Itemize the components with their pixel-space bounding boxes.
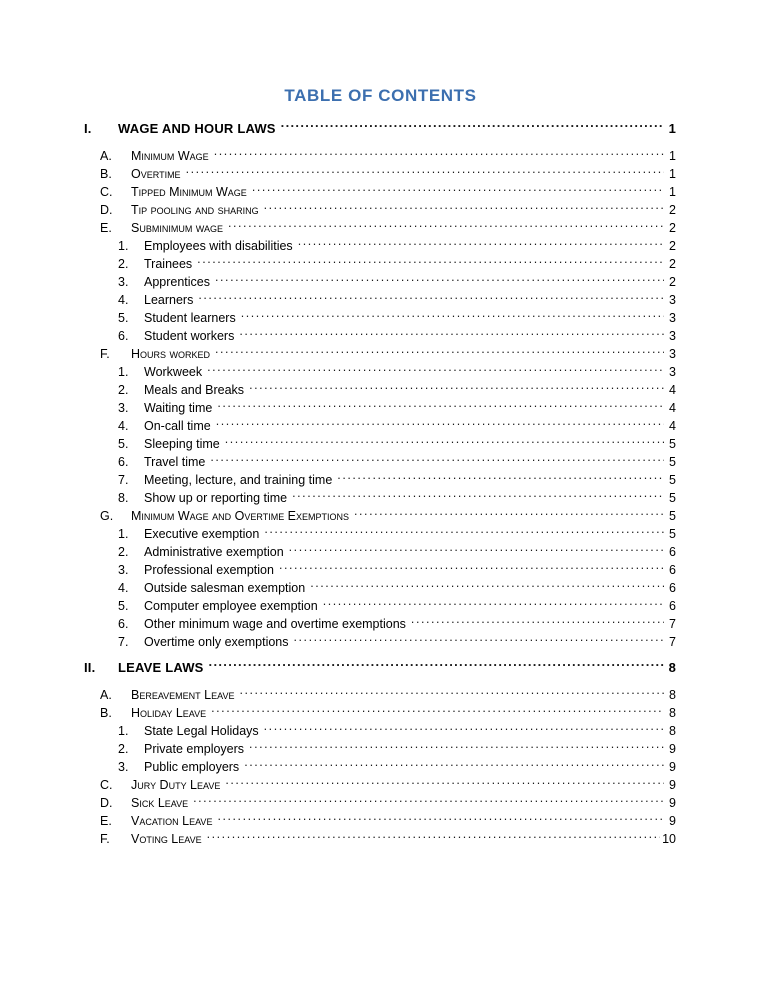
toc-entry-level-3[interactable] [118,291,676,309]
toc-entry-number: 1. [118,239,129,253]
toc-entry-number: B. [100,706,112,720]
toc-dot-leader [264,526,664,539]
toc-entry-level-2[interactable] [100,165,676,183]
toc-entry-number: F. [100,832,110,846]
toc-entry-label: Student learners [144,311,236,325]
toc-dot-leader [207,831,660,844]
toc-entry-level-2[interactable] [100,794,676,812]
toc-entry-page-number: 5 [669,491,676,505]
toc-dot-leader [216,418,664,431]
toc-entry-level-3[interactable] [118,417,676,435]
toc-entry-label: Learners [144,293,194,307]
toc-entry-level-2[interactable] [100,812,676,830]
toc-entry-label: WAGE AND HOUR LAWS [118,121,276,136]
toc-dot-leader [193,795,664,808]
toc-entry-level-3[interactable] [118,489,676,507]
toc-entry-level-3[interactable] [118,561,676,579]
toc-entry-number: A. [100,149,112,163]
toc-entry-number: 2. [118,545,129,559]
toc-entry-number: 7. [118,473,129,487]
toc-dot-leader [217,813,664,826]
toc-entry-number: 4. [118,293,129,307]
toc-entry-level-3[interactable] [118,471,676,489]
toc-entry-label: Hours worked [131,347,211,361]
toc-entry-page-number: 9 [669,796,676,810]
toc-entry-number: A. [100,688,112,702]
toc-entry-number: I. [84,121,92,136]
toc-entry-label: Other minimum wage and overtime exemptions [144,617,406,631]
toc-dot-leader [337,472,664,485]
toc-entry-number: E. [100,814,112,828]
toc-dot-leader [264,202,664,215]
toc-entry-label: Meals and Breaks [144,383,245,397]
toc-entry-number: II. [84,660,96,675]
toc-entry-page-number: 8 [669,706,676,720]
toc-entry-level-3[interactable] [118,579,676,597]
toc-dot-leader [289,544,664,557]
toc-entry-number: 6. [118,455,129,469]
toc-dot-leader [239,328,664,341]
toc-entry-level-3[interactable] [118,543,676,561]
toc-entry-number: D. [100,203,113,217]
toc-entry-number: 1. [118,527,129,541]
toc-dot-leader [292,490,664,503]
toc-entry-page-number: 7 [669,617,676,631]
toc-entry-level-3[interactable] [118,615,676,633]
toc-entry-level-2[interactable] [100,776,676,794]
toc-entry-number: 3. [118,275,129,289]
toc-entry-number: 2. [118,742,129,756]
toc-entry-page-number: 1 [669,167,676,181]
toc-entry-number: 4. [118,581,129,595]
toc-entry-level-3[interactable] [118,309,676,327]
toc-dot-leader [411,616,664,629]
toc-entry-level-3[interactable] [118,363,676,381]
toc-entry-page-number: 9 [669,760,676,774]
toc-dot-leader [210,454,664,467]
toc-entry-label: Vacation Leave [131,814,213,828]
toc-dot-leader [241,310,664,323]
toc-entry-level-3[interactable] [118,453,676,471]
toc-dot-leader [354,508,664,521]
toc-entry-label: Minimum Wage [131,149,209,163]
toc-entry-page-number: 6 [669,581,676,595]
toc-dot-leader [197,256,664,269]
toc-entry-label: Travel time [144,455,206,469]
toc-dot-leader [239,687,664,700]
toc-entry-number: D. [100,796,113,810]
toc-entry-page-number: 5 [669,509,676,523]
toc-entry-level-2[interactable] [100,345,676,363]
toc-entry-number: G. [100,509,114,523]
toc-entry-level-3[interactable] [118,740,676,758]
toc-entry-page-number: 1 [668,121,676,136]
toc-entry-label: State Legal Holidays [144,724,259,738]
toc-entry-level-3[interactable] [118,722,676,740]
toc-entry-label: Show up or reporting time [144,491,288,505]
toc-entry-label: Professional exemption [144,563,274,577]
toc-entry-page-number: 4 [669,419,676,433]
toc-entry-level-3[interactable] [118,525,676,543]
toc-entry-page-number: 1 [669,149,676,163]
toc-entry-level-2[interactable] [100,201,676,219]
toc-entry-level-2[interactable] [100,507,676,525]
toc-entry-label: Computer employee exemption [144,599,318,613]
toc-entry-number: 7. [118,635,129,649]
toc-entry-page-number: 2 [669,203,676,217]
toc-entry-level-2[interactable] [100,183,676,201]
toc-entry-number: C. [100,185,113,199]
toc-entry-label: Private employers [144,742,245,756]
toc-entry-level-1[interactable] [84,119,676,139]
toc-entry-number: 3. [118,563,129,577]
toc-dot-leader [198,292,664,305]
toc-entry-page-number: 2 [669,239,676,253]
toc-entry-number: 6. [118,617,129,631]
toc-entry-level-2[interactable] [100,219,676,237]
toc-entry-label: Bereavement Leave [131,688,235,702]
toc-entry-page-number: 3 [669,329,676,343]
toc-entry-number: 1. [118,365,129,379]
toc-dot-leader [244,759,664,772]
toc-entry-level-2[interactable] [100,147,676,165]
toc-entry-page-number: 5 [669,437,676,451]
toc-entry-label: Overtime [131,167,181,181]
toc-entry-label: Trainees [144,257,193,271]
toc-entry-level-3[interactable] [118,273,676,291]
toc-entry-page-number: 5 [669,473,676,487]
toc-entry-page-number: 3 [669,293,676,307]
toc-entry-label: Waiting time [144,401,213,415]
toc-dot-leader [225,777,664,790]
toc-dot-leader [249,741,664,754]
toc-entry-number: 4. [118,419,129,433]
toc-entry-page-number: 6 [669,545,676,559]
toc-entry-page-number: 3 [669,347,676,361]
toc-entry-level-1[interactable] [84,658,676,678]
toc-entry-page-number: 5 [669,527,676,541]
toc-entry-page-number: 7 [669,635,676,649]
toc-entry-label: Workweek [144,365,203,379]
toc-entry-level-3[interactable] [118,327,676,345]
toc-entry-label: Jury Duty Leave [131,778,221,792]
toc-entry-page-number: 1 [669,185,676,199]
toc-dot-leader [298,238,664,251]
toc-entry-label: Subminimum wage [131,221,223,235]
toc-entry-number: 5. [118,599,129,613]
toc-dot-leader [323,598,664,611]
toc-dot-leader [279,562,664,575]
toc-entry-label: Minimum Wage and Overtime Exemptions [131,509,350,523]
toc-entry-page-number: 8 [668,660,676,675]
toc-entry-page-number: 5 [669,455,676,469]
toc-entry-page-number: 4 [669,401,676,415]
toc-entry-label: Apprentices [144,275,211,289]
toc-entry-level-3[interactable] [118,381,676,399]
toc-entry-number: 6. [118,329,129,343]
toc-entry-level-3[interactable] [118,633,676,651]
toc-entry-label: Tipped Minimum Wage [131,185,247,199]
toc-entry-page-number: 3 [669,311,676,325]
toc-entry-label: Holiday Leave [131,706,207,720]
toc-entry-label: Employees with disabilities [144,239,293,253]
toc-entry-number: 5. [118,437,129,451]
toc-dot-leader [215,346,664,359]
toc-entry-label: Overtime only exemptions [144,635,289,649]
toc-entry-page-number: 2 [669,221,676,235]
toc-entry-label: Administrative exemption [144,545,284,559]
toc-entry-level-2[interactable] [100,704,676,722]
toc-entry-page-number: 6 [669,599,676,613]
toc-entry-page-number: 9 [669,778,676,792]
toc-dot-leader [310,580,664,593]
toc-dot-leader [207,364,664,377]
toc-entry-page-number: 9 [669,742,676,756]
toc-entry-level-3[interactable] [118,237,676,255]
toc-dot-leader [186,166,664,179]
toc-dot-leader [294,634,664,647]
toc-entry-level-2[interactable] [100,686,676,704]
toc-entry-number: 3. [118,760,129,774]
toc-entry-level-2[interactable] [100,830,676,848]
toc-dot-leader [217,400,664,413]
toc-dot-leader [211,705,664,718]
toc-entry-page-number: 2 [669,275,676,289]
toc-entry-label: LEAVE LAWS [118,660,204,675]
toc-entry-level-3[interactable] [118,255,676,273]
toc-entry-page-number: 3 [669,365,676,379]
toc-entry-label: On-call time [144,419,211,433]
toc-entry-page-number: 10 [662,832,676,846]
toc-entry-page-number: 4 [669,383,676,397]
toc-entry-label: Tip pooling and sharing [131,203,259,217]
toc-entry-number: B. [100,167,112,181]
toc-entry-number: 3. [118,401,129,415]
toc-entry-number: 2. [118,383,129,397]
toc-dot-leader [249,382,664,395]
toc-dot-leader [209,659,664,672]
toc-entry-page-number: 6 [669,563,676,577]
toc-entry-number: 8. [118,491,129,505]
toc-entry-level-3[interactable] [118,435,676,453]
toc-entry-level-3[interactable] [118,758,676,776]
table-of-contents-list [0,112,761,848]
toc-entry-label: Student workers [144,329,235,343]
toc-entry-label: Public employers [144,760,240,774]
page-title: TABLE OF CONTENTS [284,86,477,105]
toc-dot-leader [264,723,664,736]
toc-entry-label: Executive exemption [144,527,260,541]
toc-entry-number: E. [100,221,112,235]
toc-entry-page-number: 2 [669,257,676,271]
toc-entry-label: Voting Leave [131,832,202,846]
toc-entry-number: 1. [118,724,129,738]
toc-dot-leader [252,184,664,197]
toc-entry-number: F. [100,347,110,361]
toc-entry-level-3[interactable] [118,597,676,615]
toc-dot-leader [225,436,664,449]
toc-entry-label: Outside salesman exemption [144,581,306,595]
toc-entry-page-number: 8 [669,688,676,702]
toc-entry-label: Sleeping time [144,437,220,451]
toc-dot-leader [281,120,664,133]
toc-entry-number: 5. [118,311,129,325]
toc-entry-number: C. [100,778,113,792]
toc-dot-leader [215,274,664,287]
toc-entry-page-number: 8 [669,724,676,738]
toc-entry-label: Sick Leave [131,796,189,810]
toc-entry-label: Meeting, lecture, and training time [144,473,333,487]
toc-dot-leader [228,220,664,233]
toc-entry-number: 2. [118,257,129,271]
toc-entry-page-number: 9 [669,814,676,828]
toc-entry-level-3[interactable] [118,399,676,417]
toc-dot-leader [214,148,664,161]
